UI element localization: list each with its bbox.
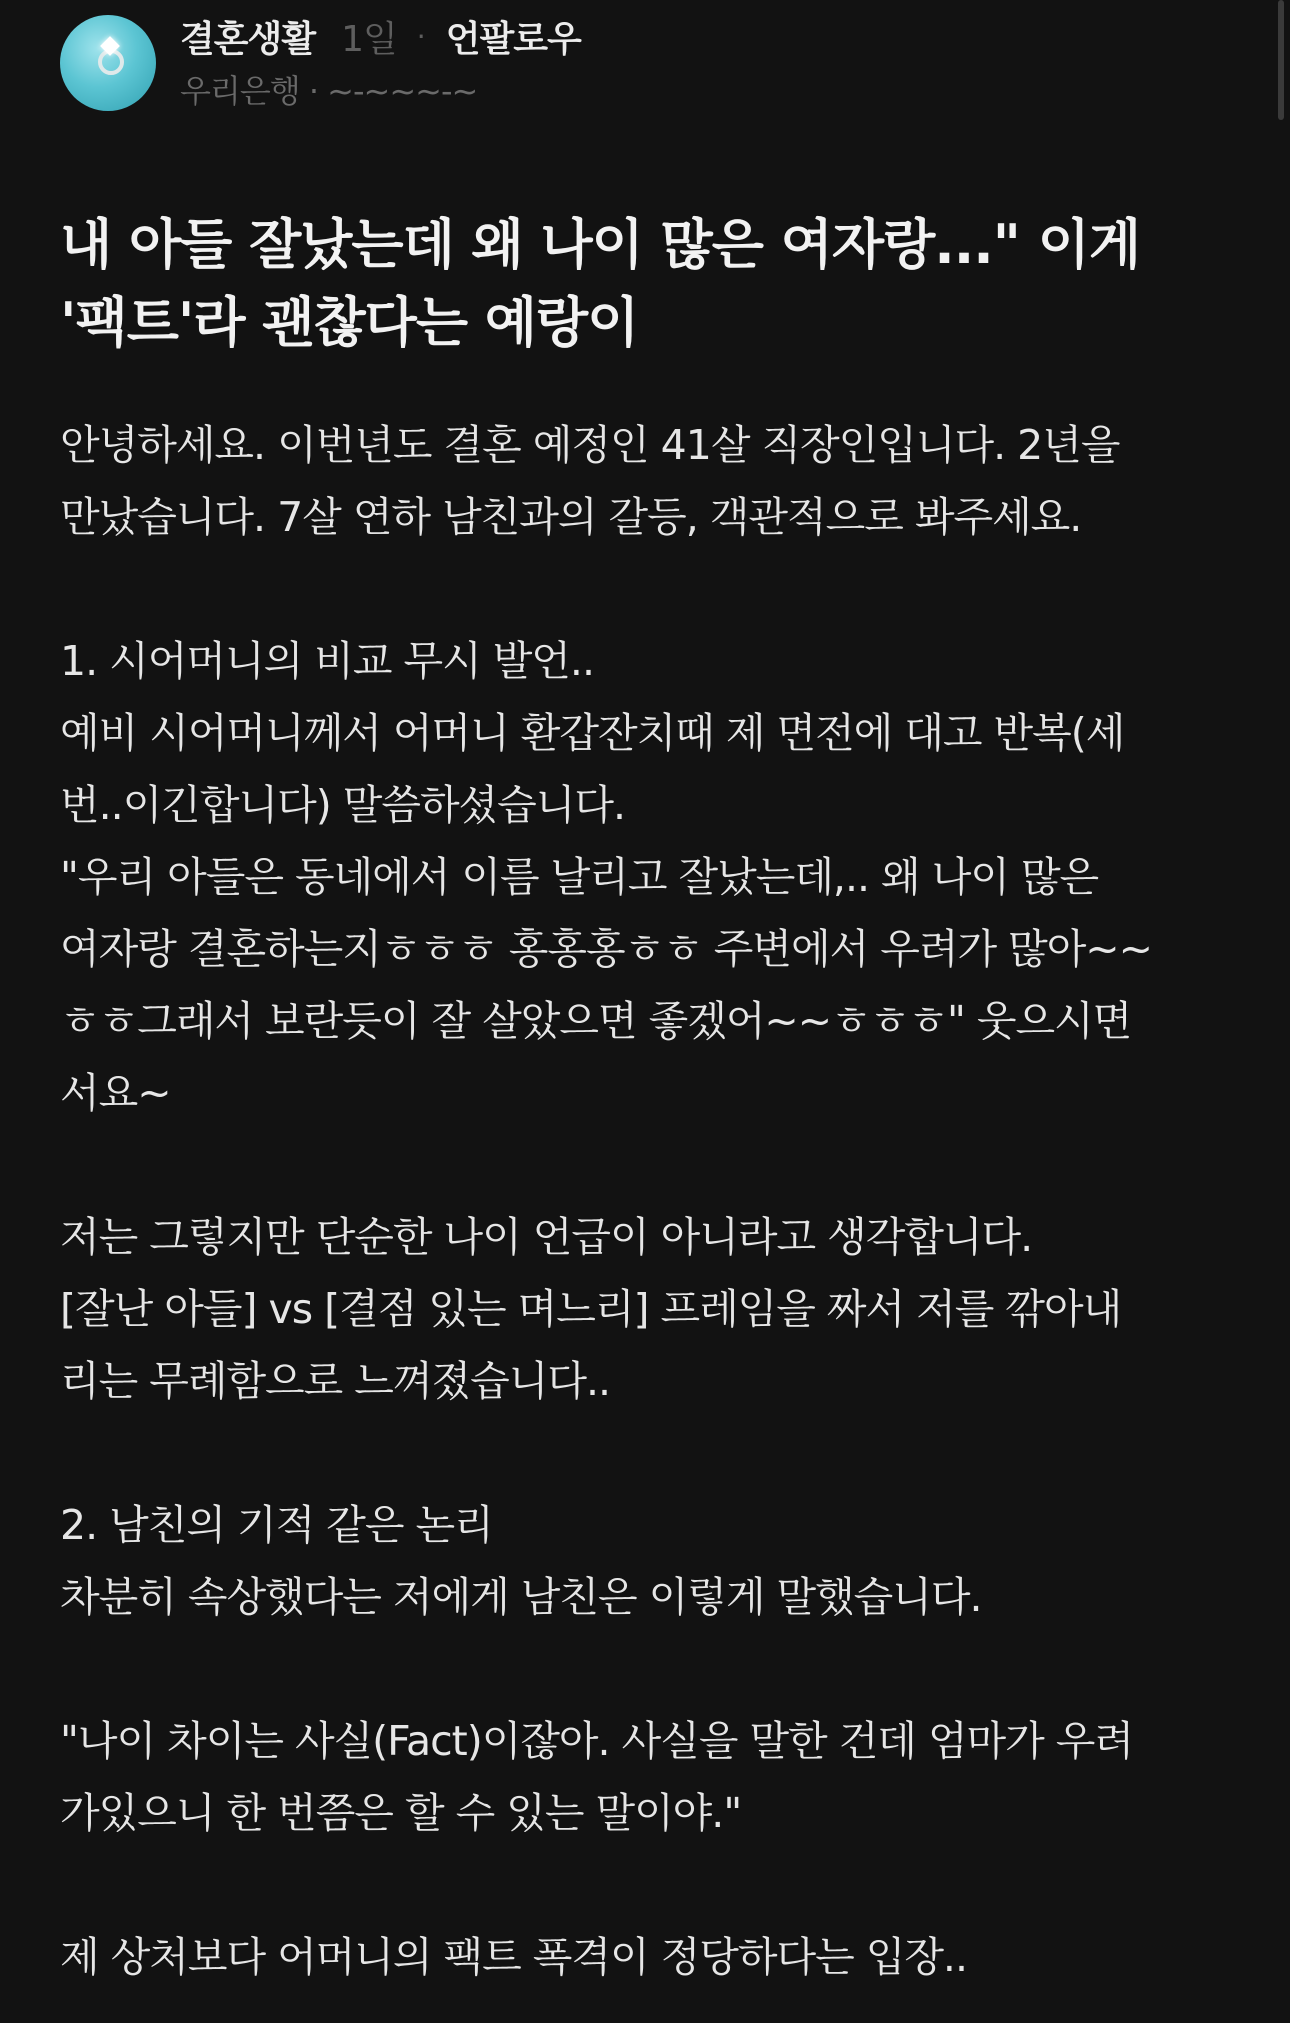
body-line xyxy=(60,553,1250,625)
body-line: 저는 그렇지만 단순한 나이 언급이 아니라고 생각합니다. xyxy=(60,1213,1033,1261)
body-line: "우리 아들은 동네에서 이름 날리고 잘났는데,.. 왜 나이 많은 xyxy=(60,853,1099,901)
body-line xyxy=(60,1129,1250,1201)
post-time: 1일 xyxy=(341,18,397,60)
body-line: 차분히 속상했다는 저에게 남친은 이렇게 말했습니다. xyxy=(60,1573,982,1621)
body-line xyxy=(60,1417,1250,1489)
unfollow-button[interactable]: 언팔로우 xyxy=(445,18,581,60)
body-line: "나이 차이는 사실(Fact)이잖아. 사실을 말한 건데 엄마가 우려 xyxy=(60,1717,1134,1765)
body-line xyxy=(60,1849,1250,1921)
body-line: 예비 시어머니께서 어머니 환갑잔치때 제 면전에 대고 반복(세 xyxy=(60,709,1125,757)
body-line: 2. 남친의 기적 같은 논리 xyxy=(60,1501,493,1549)
post-title xyxy=(60,206,1240,362)
separator-dot: · xyxy=(416,19,426,53)
scrollbar[interactable] xyxy=(1278,0,1284,120)
header-meta xyxy=(180,10,581,62)
body-line: ㅎㅎ그래서 보란듯이 잘 살았으면 좋겠어~~ㅎㅎㅎ" 웃으시면 xyxy=(60,997,1132,1045)
author-line[interactable]: 우리은행 · ~-~~~-~ xyxy=(180,72,478,110)
post-title-line: '팩트'라 괜찮다는 예랑이 xyxy=(60,291,639,354)
body-line: [잘난 아들] vs [결점 있는 며느리] 프레임을 짜서 저를 깎아내 xyxy=(60,1285,1122,1333)
post-title-line: 내 아들 잘났는데 왜 나이 많은 여자랑..." 이게 xyxy=(60,213,1141,276)
body-line: 1. 시어머니의 비교 무시 발언.. xyxy=(60,637,594,685)
body-line: 제 상처보다 어머니의 팩트 폭격이 정당하다는 입장.. xyxy=(60,1933,967,1981)
body-line: 여자랑 결혼하는지ㅎㅎㅎ 홍홍홍ㅎㅎ 주변에서 우려가 많아~~ xyxy=(60,925,1153,973)
post-header xyxy=(0,0,1290,120)
body-line: 만났습니다. 7살 연하 남친과의 갈등, 객관적으로 봐주세요. xyxy=(60,493,1082,541)
community-name[interactable]: 결혼생활 xyxy=(180,18,316,60)
body-line: 서요~ xyxy=(60,1069,171,1117)
body-line: 가있으니 한 번쯤은 할 수 있는 말이야." xyxy=(60,1789,742,1837)
community-avatar[interactable] xyxy=(60,15,156,111)
post-body xyxy=(60,409,1250,1993)
body-line xyxy=(60,1633,1250,1705)
body-line: 안녕하세요. 이번년도 결혼 예정인 41살 직장인입니다. 2년을 xyxy=(60,421,1120,469)
body-line: 번..이긴합니다) 말씀하셨습니다. xyxy=(60,781,626,829)
body-line: 리는 무례함으로 느껴졌습니다.. xyxy=(60,1357,611,1405)
